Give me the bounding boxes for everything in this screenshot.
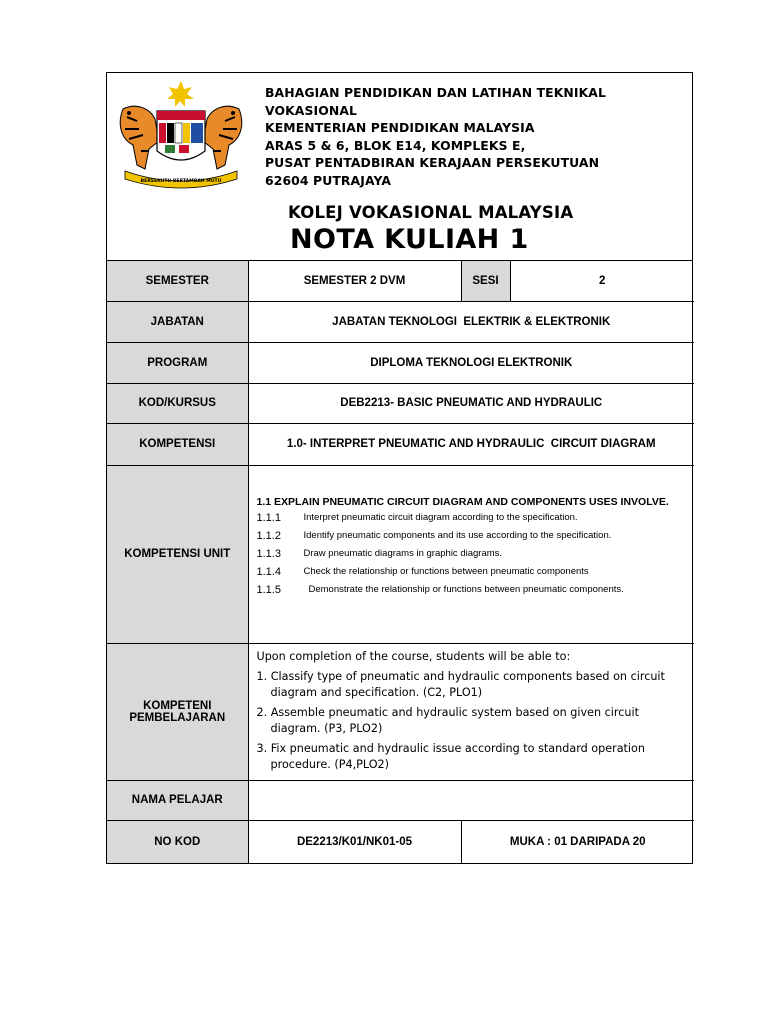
- svg-text:BERSEKUTU BERTAMBAH MUTU: BERSEKUTU BERTAMBAH MUTU: [140, 179, 222, 184]
- semester-label: SEMESTER: [107, 261, 248, 301]
- institution-name: KOLEJ VOKASIONAL MALAYSIA: [288, 203, 574, 222]
- kompetensi-unit-row: [107, 465, 694, 643]
- ministry-address: [265, 84, 692, 190]
- learning-outcomes: [248, 643, 694, 780]
- kompeteni-pembelajaran-row: [107, 643, 694, 780]
- no-kod-row: [107, 820, 694, 863]
- lecture-note-cover: [106, 72, 693, 864]
- nama-pelajar-row: [107, 780, 694, 820]
- kompetensi-unit-content: [248, 465, 694, 643]
- address-line: KEMENTERIAN PENDIDIKAN MALAYSIA: [265, 120, 535, 136]
- jabatan-value: JABATAN TEKNOLOGI ELEKTRIK & ELEKTRONIK: [248, 301, 694, 342]
- list-item: 3. Fix pneumatic and hydraulic issue according to standard operation procedure. (P4,PLO2): [256, 741, 645, 771]
- address-line: BAHAGIAN PENDIDIKAN DAN LATIHAN TEKNIKAL VOKASIONAL: [265, 85, 606, 118]
- no-kod-label: NO KOD: [107, 820, 248, 863]
- unit-item-number: 1.1.4: [256, 565, 281, 578]
- list-item: [257, 583, 689, 597]
- document-title: NOTA KULIAH 1: [290, 224, 529, 255]
- semester-row: [107, 261, 694, 301]
- kompetensi-unit-label: KOMPETENSI UNIT: [107, 465, 248, 643]
- sesi-label: SESI: [461, 261, 510, 301]
- kompetensi-value: 1.0- INTERPRET PNEUMATIC AND HYDRAULIC CIRCUIT DIAGRAM: [248, 423, 694, 465]
- jabatan-label: JABATAN: [107, 301, 248, 342]
- unit-item-text: Interpret pneumatic circuit diagram according to the specification.: [303, 511, 578, 523]
- program-value: DIPLOMA TEKNOLOGI ELEKTRONIK: [248, 342, 694, 383]
- list-item: 1. Classify type of pneumatic and hydraulic components based on circuit diagram and specification. (C2, PLO1): [256, 669, 665, 699]
- kod-kursus-row: [107, 383, 694, 423]
- unit-item-number: 1.1.3: [256, 547, 281, 560]
- label-line: PEMBELAJARAN: [129, 711, 226, 724]
- semester-value: SEMESTER 2 DVM: [248, 261, 461, 301]
- learning-intro: Upon completion of the course, students will be able to:: [256, 649, 571, 663]
- kompetensi-row: [107, 423, 694, 465]
- course-info-table: [107, 261, 694, 863]
- program-label: PROGRAM: [107, 342, 248, 383]
- list-item: [257, 547, 689, 561]
- address-line: ARAS 5 & 6, BLOK E14, KOMPLEKS E,: [265, 137, 526, 153]
- list-item: [257, 529, 689, 543]
- kod-kursus-value: DEB2213- BASIC PNEUMATIC AND HYDRAULIC: [248, 383, 694, 423]
- unit-heading: 1.1 EXPLAIN PNEUMATIC CIRCUIT DIAGRAM AND COMPONENTS USES INVOLVE.: [256, 495, 669, 508]
- list-item: [257, 565, 689, 579]
- no-kod-value: DE2213/K01/NK01-05: [248, 820, 461, 863]
- unit-item-text: Demonstrate the relationship or functions between pneumatic components.: [308, 583, 624, 595]
- address-line: 62604 PUTRAJAYA: [265, 172, 392, 188]
- jabatan-row: [107, 301, 694, 342]
- label-line: KOMPETENI: [143, 699, 212, 712]
- nama-pelajar-value: [248, 780, 694, 820]
- kompeteni-pembelajaran-label: [107, 643, 248, 780]
- list-item: [257, 511, 689, 525]
- unit-item-number: 1.1.5: [256, 583, 281, 596]
- nama-pelajar-label: NAMA PELAJAR: [107, 780, 248, 820]
- sesi-value: 2: [510, 261, 694, 301]
- document-header: [107, 73, 692, 261]
- muka-value: MUKA : 01 DARIPADA 20: [461, 820, 694, 863]
- unit-item-number: 1.1.1: [256, 511, 281, 524]
- unit-item-text: Check the relationship or functions between pneumatic components: [303, 565, 589, 577]
- kompetensi-label: KOMPETENSI: [107, 423, 248, 465]
- unit-item-number: 1.1.2: [256, 529, 281, 542]
- kod-kursus-label: KOD/KURSUS: [107, 383, 248, 423]
- address-line: PUSAT PENTADBIRAN KERAJAAN PERSEKUTUAN: [265, 155, 600, 171]
- list-item: 2. Assemble pneumatic and hydraulic system based on given circuit diagram. (P3, PLO2): [256, 705, 640, 735]
- unit-item-text: Identify pneumatic components and its use according to the specification.: [303, 529, 612, 541]
- unit-item-text: Draw pneumatic diagrams in graphic diagrams.: [303, 547, 503, 559]
- malaysia-coat-of-arms-icon: [115, 79, 247, 189]
- program-row: [107, 342, 694, 383]
